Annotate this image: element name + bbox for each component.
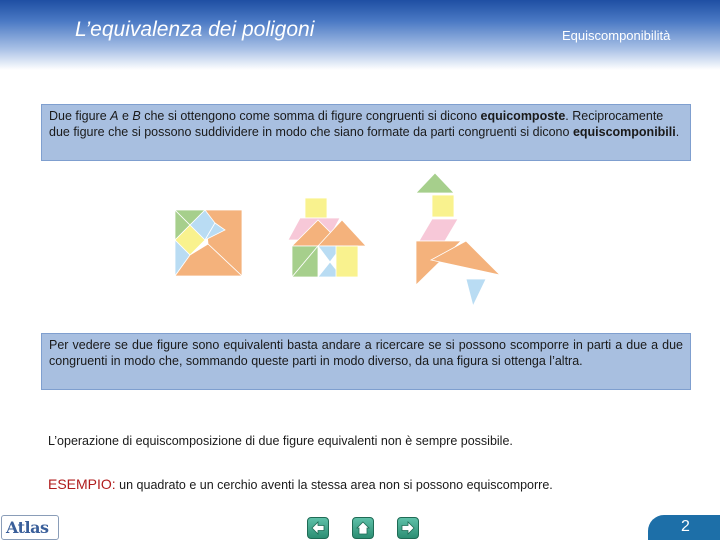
- page-title: L’equivalenza dei poligoni: [75, 18, 315, 41]
- definition-text-1: Due figure: [49, 109, 111, 123]
- logo-text: Atlas: [6, 518, 49, 537]
- example-line: [48, 476, 553, 492]
- definition-text-2: e: [118, 109, 133, 123]
- note-text: L’operazione di equiscomposizione di due figure equivalenti non è sempre possibile.: [48, 434, 513, 448]
- footer-bar: [0, 512, 720, 540]
- arrow-right-icon: [400, 520, 416, 536]
- explanation-box: Per vedere se due figure sono equivalenti basta andare a ricercare se si possono scomporre in parti a due a due congruenti in modo che, sommando queste parti in modo diverso, da una figura si ottenga l’altra.: [41, 333, 691, 390]
- arrow-left-icon: [310, 520, 326, 536]
- page-number: 2: [681, 518, 690, 535]
- tangram-square: [175, 210, 242, 276]
- next-button[interactable]: [397, 517, 419, 539]
- figure-a-label: A: [110, 109, 119, 123]
- tangram-figures: [160, 165, 560, 315]
- definition-box: [41, 104, 691, 161]
- definition-text-4: . Reciprocamente due figure che si possono suddividere in modo che siano formate da parti congruenti si dicono: [49, 109, 664, 139]
- example-text: un quadrato e un cerchio aventi la stessa area non si possono equiscomporre.: [115, 478, 553, 492]
- page-number-badge: [648, 515, 720, 540]
- tangram-bird: [416, 173, 500, 306]
- figure-b-label: B: [132, 109, 141, 123]
- home-icon: [355, 520, 371, 536]
- home-button[interactable]: [352, 517, 374, 539]
- term-equicomposte: equicomposte: [480, 109, 566, 123]
- prev-button[interactable]: [307, 517, 329, 539]
- definition-text-3: che si ottengono come somma di figure congruenti si dicono: [140, 109, 481, 123]
- atlas-logo: [1, 515, 59, 540]
- tangram-house: [288, 198, 366, 277]
- term-equiscomponibili: equiscomponibili: [572, 125, 676, 139]
- section-subtitle: Equiscomponibilità: [562, 28, 671, 43]
- example-label: ESEMPIO:: [48, 476, 116, 492]
- header-bar: [0, 0, 720, 70]
- definition-text-5: .: [675, 125, 680, 139]
